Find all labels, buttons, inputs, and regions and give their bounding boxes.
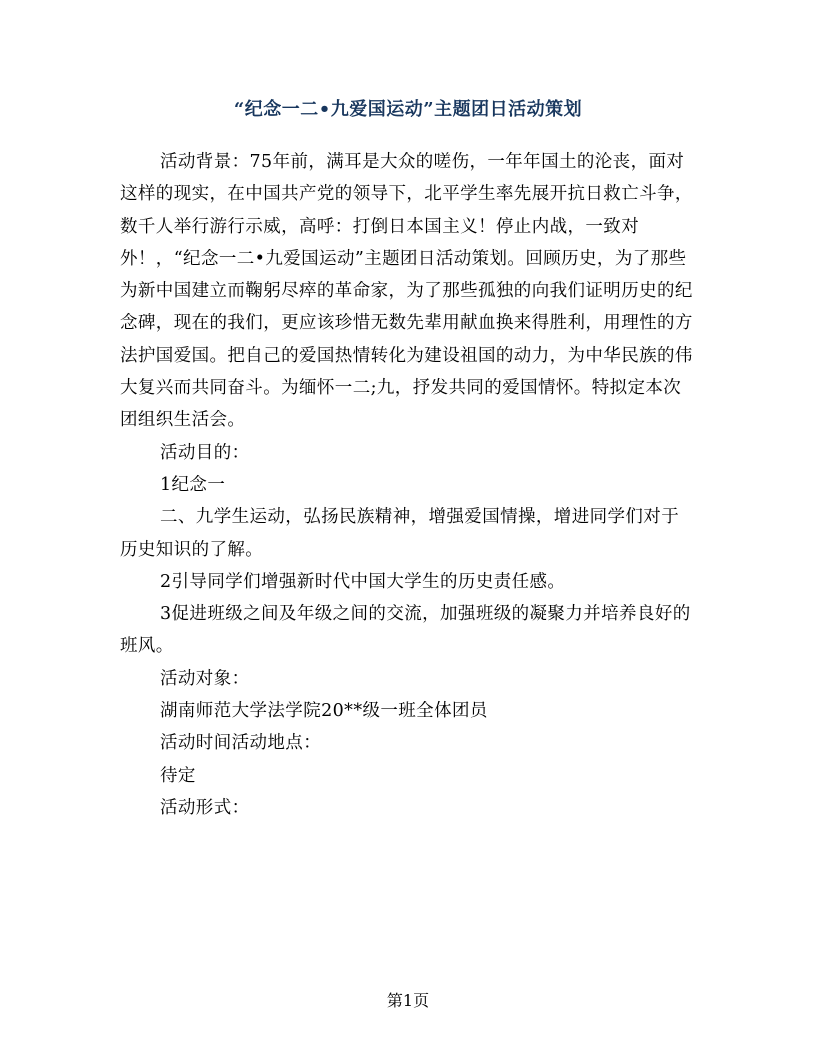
purpose-heading: 活动目的： [160,442,250,463]
target-value: 湖南师范大学法学院20**级一班全体团员 [160,701,488,722]
background-paragraph: 活动背景：75年前，满耳是大众的嗟伤，一年年国土的沦丧，面对这样的现实，在中国共产党的领导下，北平学生率先展开抗日救亡斗争，数千人举行游行示威，高呼：打倒日本国主义！停止内战，一致对外！，“纪念一二•九爱国运动”主题团日活动策划。回顾历史，为了那些为新中国建立而鞠躬尽瘁的革命家，为了那些孤独的向我们证明历史的纪念碑，现在的我们，更应该珍惜无数先辈用献血换来得胜利，用理性的方法护国爱国。把自己的爱国热情转化为建设祖国的动力，为中华民族的伟大复兴而共同奋斗。为缅怀一二;九，抒发共同的爱国情怀。特拟定本次团组织生活会。 [120,152,693,431]
target-heading: 活动对象： [160,668,250,689]
document-title: “纪念一二•九爱国运动”主题团日活动策划 [233,99,583,120]
time-place-heading: 活动时间活动地点： [160,733,322,754]
purpose-item-3: 3促进班级之间及年级之间的交流，加强班级的凝聚力并培养良好的班风。 [120,604,691,657]
form-heading: 活动形式： [160,797,250,818]
time-place-value: 待定 [160,765,196,786]
document-body [120,146,695,824]
purpose-item-1-continued: 二、九学生运动，弘扬民族精神，增强爱国情操，增进同学们对于历史知识的了解。 [120,507,680,560]
purpose-item-1: 1纪念一 [160,474,226,495]
purpose-item-2: 2引导同学们增强新时代中国大学生的历史责任感。 [160,571,566,592]
page-number: 第1页 [386,991,430,1010]
